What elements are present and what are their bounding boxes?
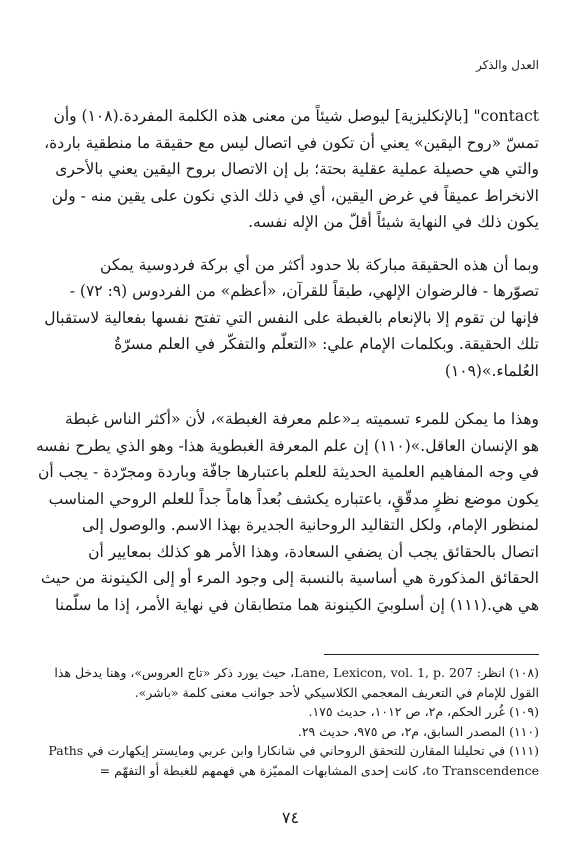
text-line: هي هي.(١١١) إن أسلوبيَ الكينونة هما متطابقان في نهاية الأمر، إذا ما سلّمنا (55, 595, 539, 614)
footnote-line: (١٠٩) غُرر الحكم، م٢، ص ١٠١٢، حديث ١٧٥. (308, 704, 539, 719)
text-line: فإنها لن تقوم إلا بالإنعام بالغبطة على النفس التي تفتح نفسها بفعالية لاستقبال (44, 308, 539, 327)
text-line: وبما أن هذه الحقيقة مباركة بلا حدود أكثر من أي بركة فردوسية يمكن (100, 255, 539, 274)
body-text (35, 103, 539, 618)
page-number: ٧٤ (281, 808, 300, 827)
text-line: اتصال بالحقائق يجب أن يضفي السعادة، وهذا الأمر هو كذلك بمعايير أن (88, 542, 539, 561)
text-line: العُلماء.»(١٠٩) (444, 361, 539, 380)
text-line: الحقائق المذكورة هي أساسية بالنسبة إلى وجود المرء أو إلى الكينونة من حيث (40, 569, 539, 587)
footnote-line: (١١١) في تحليلنا المقارن للتحقق الروحاني في شانكارا وابن عربي ومايستر إيكهارت في Paths (48, 743, 539, 758)
text-line: تصوّرها - فالرضوان الإلهي، طبقاً للقرآن، «أعظم» من الفردوس (٩: ٧٢) - (69, 282, 539, 300)
text-line: والتي هي حصيلة عملية عقلية بحتة؛ بل إن الاتصال بروح اليقين يعني بالأحرى (55, 160, 539, 178)
footnote-line: القول للإمام في التعريف المعجمي الكلاسيكي لأحد جوانب معنى كلمة «باشر». (134, 684, 539, 700)
footnotes (35, 663, 539, 780)
text-line: تمسّ «روح اليقين» يعني أن تكون في اتصال ليس مع حقيقة ما منطقية باردة، (44, 133, 539, 152)
text-line: في وجه المفاهيم العلمية الحديثة للعلم باعتبارها جافّة وباردة ومجرّدة - يجب أن (37, 463, 539, 481)
text-line: contact" [بالإنكليزية] ليوصل شيئاً من معنى هذه الكلمة المفردة.(١٠٨) وأن (53, 107, 539, 125)
text-line: يكون ذلك في النهاية شيئاً أقلّ من الإله نفسه. (248, 213, 539, 231)
text-line: الانخراط عميقاً في غرض اليقين، أي في ذلك الذي نكون على يقين منه - ولن (51, 186, 539, 205)
footnote-line: to Transcendence، كانت إحدى المشابهات المميّزة هي فهمهم للغبطة أو التفهّم = (99, 762, 539, 778)
paragraph-2 (35, 252, 539, 385)
text-line: وهذا ما يمكن للمرء تسميته بـ«علم معرفة الغبطة»، لأن «أكثر الناس غبطة (65, 410, 539, 428)
footnote-line: (١٠٨) انظر: Lane, Lexicon, vol. 1, p. 207، حيث يورد ذكر «تاج العروس»، وهنا يدخل هذا (54, 665, 539, 680)
footnote-line: (١١٠) المصدر السابق، م٢، ص ٩٧٥، حديث ٢٩. (297, 723, 539, 739)
paragraph-3 (35, 406, 539, 618)
text-line: تلك الحقيقة. وبكلمات الإمام علي: «التعلّم والتفكّر في العلم مسرّةُ (114, 335, 539, 353)
text-line: هو الإنسان العاقل.»(١١٠) إن علم المعرفة الغبطوية هذا- وهو الذي يطرح نفسه (36, 436, 539, 455)
text-line: لمنظور الإمام، ولكل التقاليد الروحانية الجديرة بهذا الاسم. والوصول إلى (81, 516, 539, 534)
paragraph-1 (35, 103, 539, 236)
text-line: يكون موضع نظرٍ مدقّقٍ، باعتباره يكشف بُعداً هاماً جداً للعلم الروحي المناسب (48, 489, 539, 508)
running-head: العدل والذكر (475, 58, 539, 72)
footnote-separator (324, 654, 539, 655)
